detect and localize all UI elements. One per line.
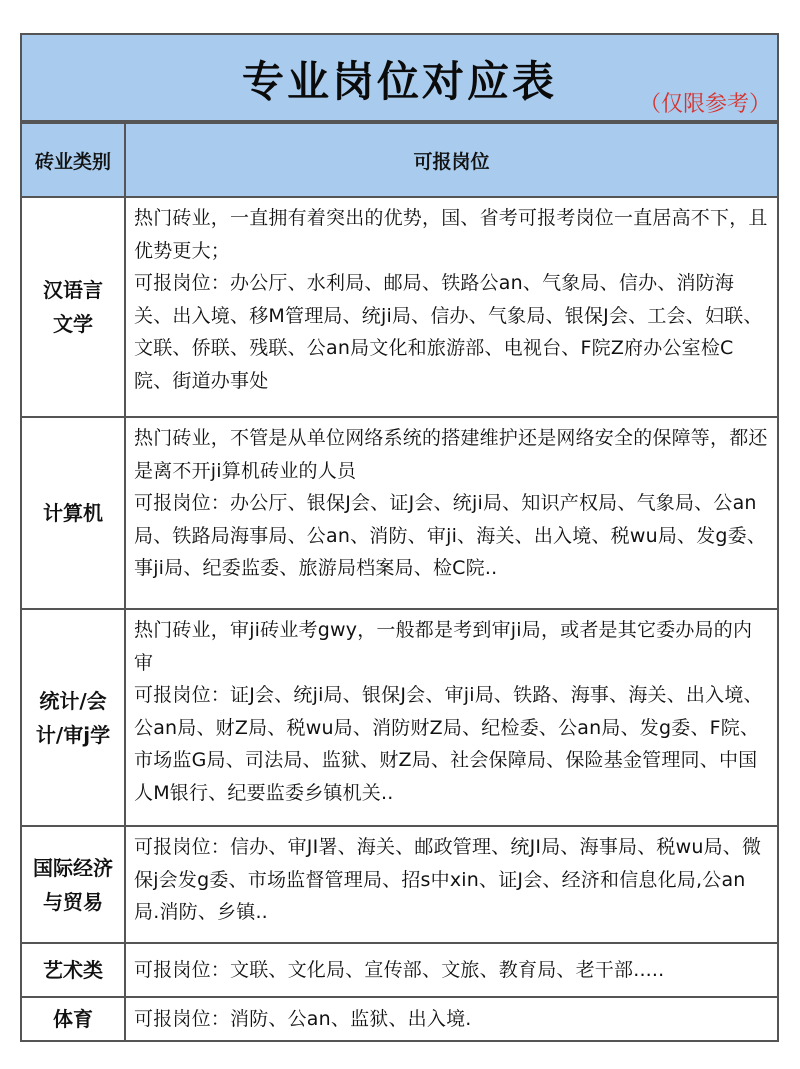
- category-cell: [21, 997, 125, 1041]
- reference-note: （仅限参考）: [638, 92, 771, 117]
- jobs-cell: [125, 943, 778, 997]
- jobs-cell: [125, 609, 778, 826]
- table-wrapper: [20, 33, 779, 1042]
- jobs-cell: [125, 997, 778, 1041]
- table-row: [21, 997, 778, 1041]
- category-cell: [21, 826, 125, 943]
- table-row: [21, 417, 778, 609]
- column-header-jobs: 可报岗位: [125, 123, 778, 197]
- category-label: 汉语言文学: [43, 278, 103, 336]
- jobs-line: 可报岗位：信办、审JI署、海关、邮政管理、统JI局、海事局、税wu局、微保j会发g委、市场监督管理局、招s中xin、证J会、经济和信息化局,公an局.消防、乡镇..: [134, 836, 762, 923]
- description-line: 热门砖业，不管是从单位网络系统的搭建维护还是网络安全的保障等，都还是离不开ji算机砖业的人员: [134, 427, 768, 482]
- column-header-category: 砖业类别: [21, 123, 125, 197]
- category-cell: [21, 417, 125, 609]
- job-table: [20, 122, 779, 1042]
- jobs-line: 可报岗位：文联、文化局、宣传部、文旅、教育局、老干部.....: [134, 958, 665, 981]
- jobs-line: 可报岗位：消防、公an、监狱、出入境.: [134, 1007, 472, 1030]
- category-cell: [21, 609, 125, 826]
- description-line: 热门砖业，审ji砖业考gwy，一般都是考到审ji局，或者是其它委办局的内审: [134, 619, 753, 674]
- title-banner: [20, 33, 779, 122]
- table-row: [21, 943, 778, 997]
- jobs-cell: [125, 197, 778, 417]
- jobs-line: 可报岗位：办公厅、银保J会、证J会、统ji局、知识产权局、气象局、公an局、铁路局海事局、公an、消防、审ji、海关、出入境、税wu局、发g委、事ji局、纪委监委、旅游局档案局、检C院..: [134, 492, 767, 579]
- table-row: [21, 609, 778, 826]
- category-label: 体育: [53, 1007, 93, 1031]
- jobs-line: 可报岗位：证J会、统ji局、银保J会、审ji局、铁路、海事、海关、出入境、公an局、财Z局、税wu局、消防财Z局、纪检委、公an局、发g委、F院、市场监G局、司法局、监狱、财Z局、社会保障局、保险基金管理同、中国人M银行、纪要监委乡镇机关..: [134, 684, 763, 804]
- category-label: 艺术类: [43, 958, 103, 982]
- category-label: 统计/会计/审j学: [35, 688, 111, 747]
- description-line: 热门砖业，一直拥有着突出的优势，国、省考可报考岗位一直居高不下，且优势更大；: [134, 207, 768, 262]
- table-row: [21, 197, 778, 417]
- category-label: 国际经济与贸易: [33, 855, 113, 914]
- page-title: 专业岗位对应表: [241, 57, 557, 106]
- table-row: [21, 826, 778, 943]
- table-header-row: [21, 123, 778, 197]
- category-cell: [21, 943, 125, 997]
- jobs-line: 可报岗位：办公厅、水利局、邮局、铁路公an、气象局、信办、消防海关、出入境、移M管理局、统ji局、信办、气象局、银保J会、工会、妇联、文联、侨联、残联、公an局文化和旅游部、电视台、F院Z府办公室检C院、街道办事处: [134, 272, 763, 392]
- category-label: 计算机: [43, 501, 103, 525]
- category-cell: [21, 197, 125, 417]
- jobs-cell: [125, 826, 778, 943]
- jobs-cell: [125, 417, 778, 609]
